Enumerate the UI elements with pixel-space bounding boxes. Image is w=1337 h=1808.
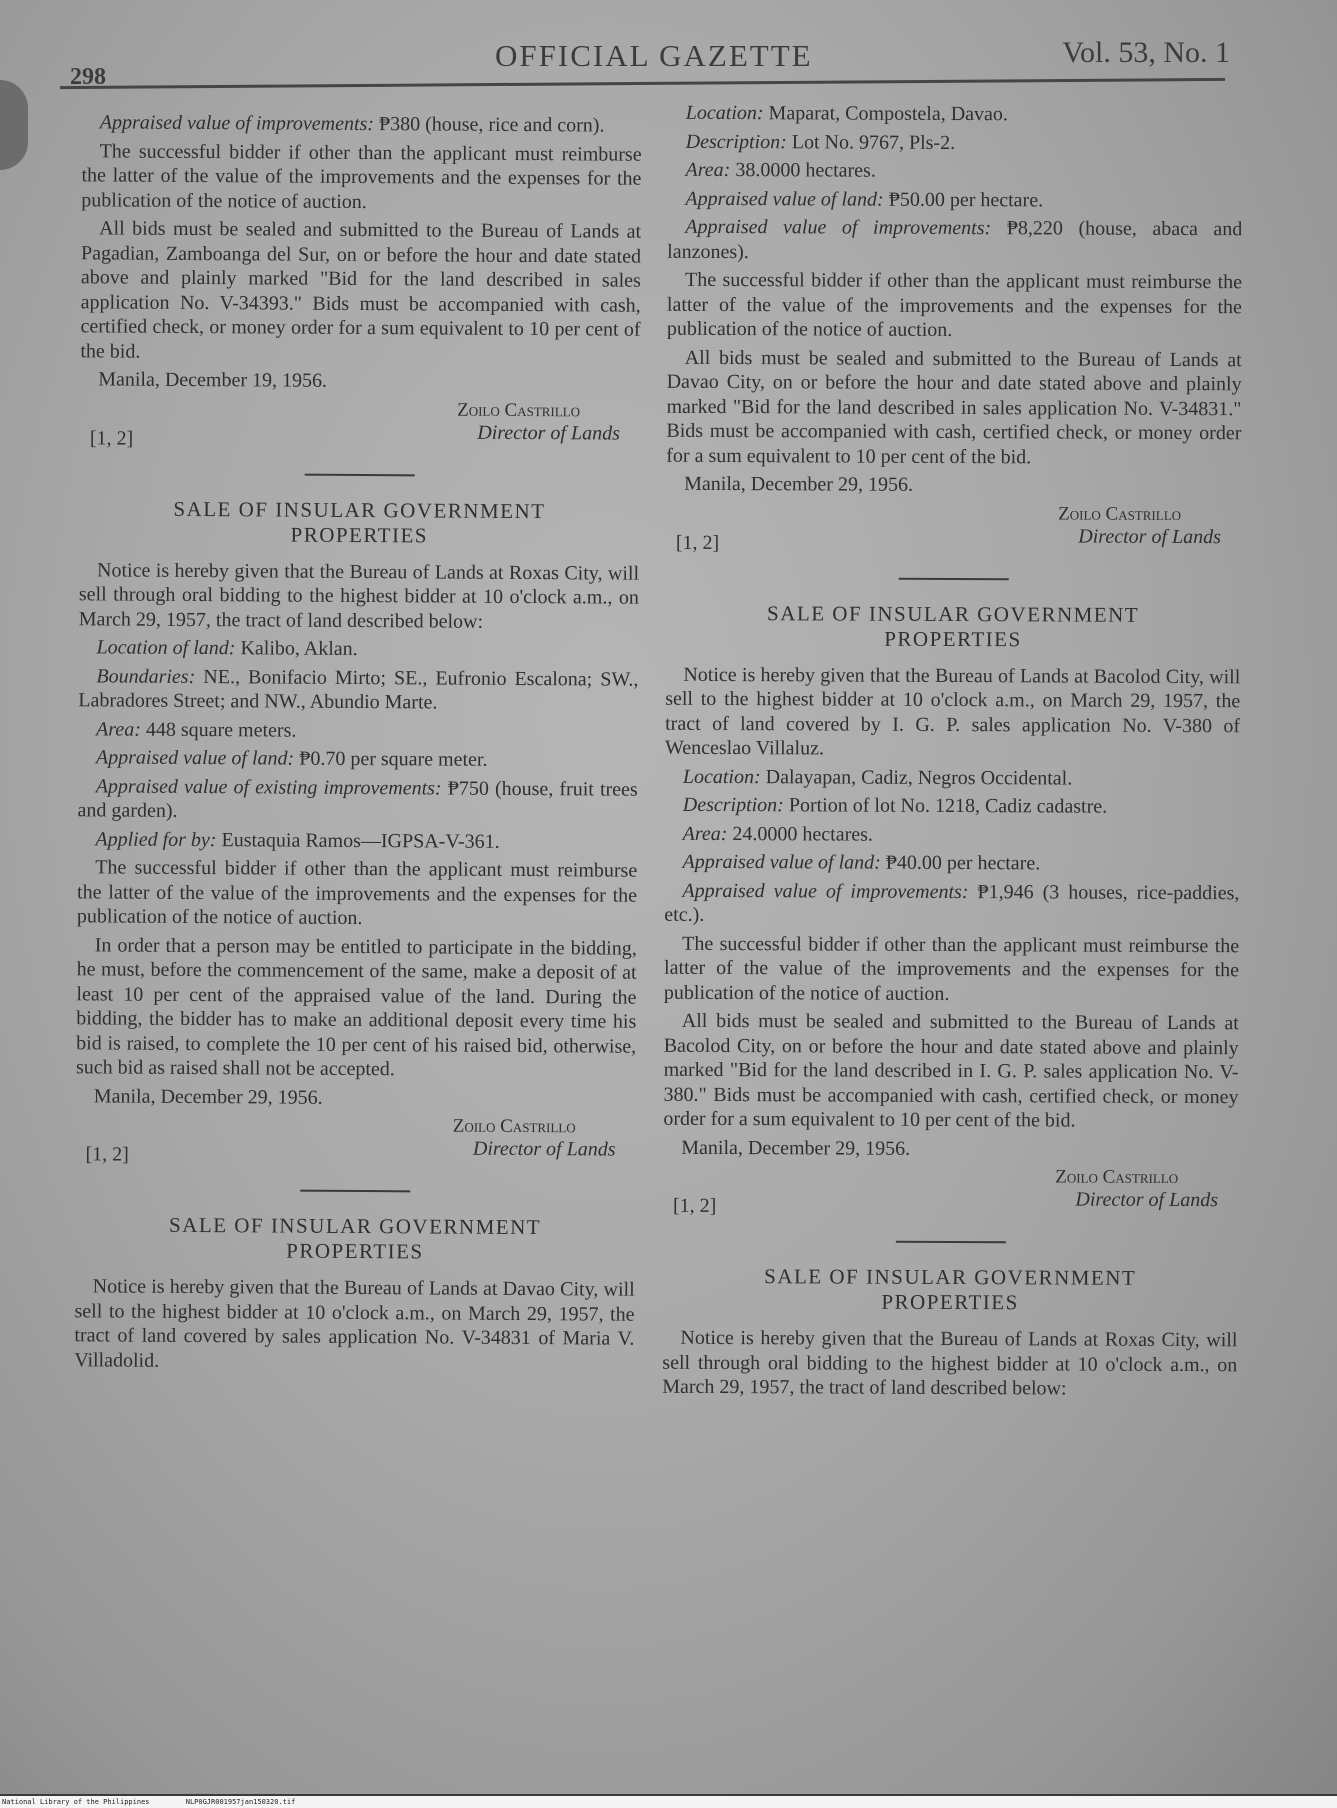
bids-paragraph: All bids must be sealed and submitted to the Bureau of Lands at Bacolod City, on or before the hour and date stated above and plainly marked "Bid for the land described in I. G. P. sales application No. V-380." Bids must be accompanied with cash, certified check, or money order for a sum equivalent to 10 per cent of the bid. <box>663 1009 1239 1132</box>
scan-filename: NLP0GJR001957jan150320.tif <box>185 1798 296 1806</box>
signer-title: Director of Lands <box>477 421 620 445</box>
section-separator <box>305 473 415 476</box>
signature-block <box>666 500 1241 565</box>
notice-heading: SALE OF INSULAR GOVERNMENT PROPERTIES <box>767 600 1140 651</box>
issue-reference: [1, 2] <box>675 531 720 554</box>
publication-title: OFFICIAL GAZETTE <box>495 38 813 73</box>
improvements-line: Appraised value of improvements: ₱1,946 (3 houses, rice-paddies, etc.). <box>664 879 1240 926</box>
notice-heading: SALE OF INSULAR GOVERNMENT PROPERTIES <box>173 496 546 547</box>
signature-block <box>75 1112 635 1177</box>
applied-for-line: Applied for by: Eustaquia Ramos—IGPSA-V-361. <box>95 827 500 853</box>
area-line: Area: 448 square meters. <box>96 717 297 742</box>
signer-title: Director of Lands <box>1075 1188 1219 1212</box>
reimburse-paragraph: The successful bidder if other than the applicant must reimburse the latter of the value of the improvements and the expenses for the publication of the notice of auction. <box>81 139 642 213</box>
boundaries-line: Boundaries: NE., Bonifacio Mirto; SE., Eufronio Escalona; SW., Labradores Street; and NW., Abundio Marte. <box>78 664 639 714</box>
volume-number: Vol. 53, No. 1 <box>1062 36 1230 69</box>
notice-intro: Notice is hereby given that the Bureau of Lands at Roxas City, will sell through oral bidding to the highest bidder at 10 o'clock a.m., on March 29, 1957, the tract of land described below: <box>662 1326 1238 1400</box>
bids-paragraph: All bids must be sealed and submitted to the Bureau of Lands at Davao City, on or before the hour and date stated above and plainly marked "Bid for the land described in sales application No. V-34831." Bids must be accompanied with cash, certified check, or money order for a sum equivalent to 10 per cent of the bid. <box>666 346 1242 468</box>
section-separator <box>895 1241 1005 1243</box>
signature-block <box>80 396 640 461</box>
section-separator <box>300 1190 410 1193</box>
area-line: Area: 24.0000 hectares. <box>682 822 874 846</box>
issue-reference: [1, 2] <box>672 1194 717 1217</box>
description-line: Description: Lot No. 9767, Pls-2. <box>685 130 956 154</box>
scan-footer <box>0 1796 1337 1808</box>
notice-intro: Notice is hereby given that the Bureau of Lands at Davao City, will sell to the highest bidder at 10 o'clock a.m., on March 29, 1957, the tract of land covered by sales application No. V-34831 of Maria V. Villadolid. <box>74 1275 635 1372</box>
binding-shadow <box>0 80 28 170</box>
page-number: 298 <box>70 64 106 90</box>
left-column <box>74 110 642 1379</box>
reimburse-paragraph: The successful bidder if other than the applicant must reimburse the latter of the value of the improvements and the expenses for the publication of the notice of auction. <box>76 856 638 930</box>
notice-intro: Notice is hereby given that the Bureau of Lands at Roxas City, will sell through oral bidding to the highest bidder at 10 o'clock a.m., on March 29, 1957, the tract of land described below: <box>78 558 640 633</box>
location-line: Location: Maparat, Compostela, Davao. <box>685 101 1008 126</box>
place-date: Manila, December 29, 1956. <box>681 1136 911 1160</box>
issue-reference: [1, 2] <box>85 1143 129 1166</box>
place-date: Manila, December 29, 1956. <box>684 472 914 496</box>
deposit-paragraph: In order that a person may be entitled to participate in the bidding, he must, before the commencement of the same, make a deposit of at least 10 per cent of the appraised value of the land. During the bidding, the bidder has to make an additional deposit every time his bid is raised, to complete the 10 per cent of his raised bid, otherwise, such bid as raised shall not be accepted. <box>75 933 637 1081</box>
section-separator <box>898 577 1008 579</box>
signer-name: Zoilo Castrillo <box>1058 502 1182 525</box>
bids-paragraph: All bids must be sealed and submitted to the Bureau of Lands at Pagadian, Zamboanga del Sur, on or before the hour and date stated above and plainly marked "Bid for the land described in sales application No. V-34393." Bids must be accompanied with cash, certified check, or money order for a sum equivalent to 10 per cent of the bid. <box>80 217 642 363</box>
land-value-line: Appraised value of land: ₱50.00 per hectare. <box>685 187 1044 211</box>
description-line: Description: Portion of lot No. 1218, Cadiz cadastre. <box>682 793 1108 818</box>
right-column <box>662 101 1243 1406</box>
signer-title: Director of Lands <box>472 1137 616 1161</box>
signer-title: Director of Lands <box>1078 525 1221 548</box>
issue-reference: [1, 2] <box>89 426 134 450</box>
improvements-line: Appraised value of improvements: ₱380 (house, rice and corn). <box>99 111 605 137</box>
improvements-line: Appraised value of improvements: ₱8,220 (house, abaca and lanzones). <box>667 215 1243 263</box>
existing-improvements-line: Appraised value of existing improvements: ₱750 (house, fruit trees and garden). <box>77 774 638 822</box>
notice-heading: SALE OF INSULAR GOVERNMENT PROPERTIES <box>168 1212 542 1264</box>
signer-name: Zoilo Castrillo <box>452 1115 576 1138</box>
library-credit: National Library of the Philippines <box>2 1798 150 1806</box>
signature-block <box>663 1164 1238 1229</box>
signer-name: Zoilo Castrillo <box>457 399 581 421</box>
notice-heading: SALE OF INSULAR GOVERNMENT PROPERTIES <box>764 1264 1137 1315</box>
notice-intro: Notice is hereby given that the Bureau of Lands at Bacolod City, will sell to the highest bidder at 10 o'clock a.m., on March 29, 1957, the tract of land covered by I. G. P. sales application No. V-380 of Wenceslao Villaluz. <box>664 663 1241 760</box>
reimburse-paragraph: The successful bidder if other than the applicant must reimburse the latter of the value of the improvements and the expenses for the publication of the notice of auction. <box>666 268 1243 341</box>
area-line: Area: 38.0000 hectares. <box>685 158 876 182</box>
reimburse-paragraph: The successful bidder if other than the applicant must reimburse the latter of the value of the improvements and the expenses for the publication of the notice of auction. <box>663 932 1240 1005</box>
location-line: Location of land: Kalibo, Aklan. <box>96 636 358 660</box>
signer-name: Zoilo Castrillo <box>1055 1166 1179 1188</box>
location-line: Location: Dalayapan, Cadiz, Negros Occidental. <box>682 765 1073 790</box>
land-value-line: Appraised value of land: ₱40.00 per hectare. <box>682 850 1041 875</box>
land-value-line: Appraised value of land: ₱0.70 per square meter. <box>95 746 488 771</box>
place-date: Manila, December 29, 1956. <box>93 1084 323 1109</box>
place-date: Manila, December 19, 1956. <box>98 368 328 392</box>
